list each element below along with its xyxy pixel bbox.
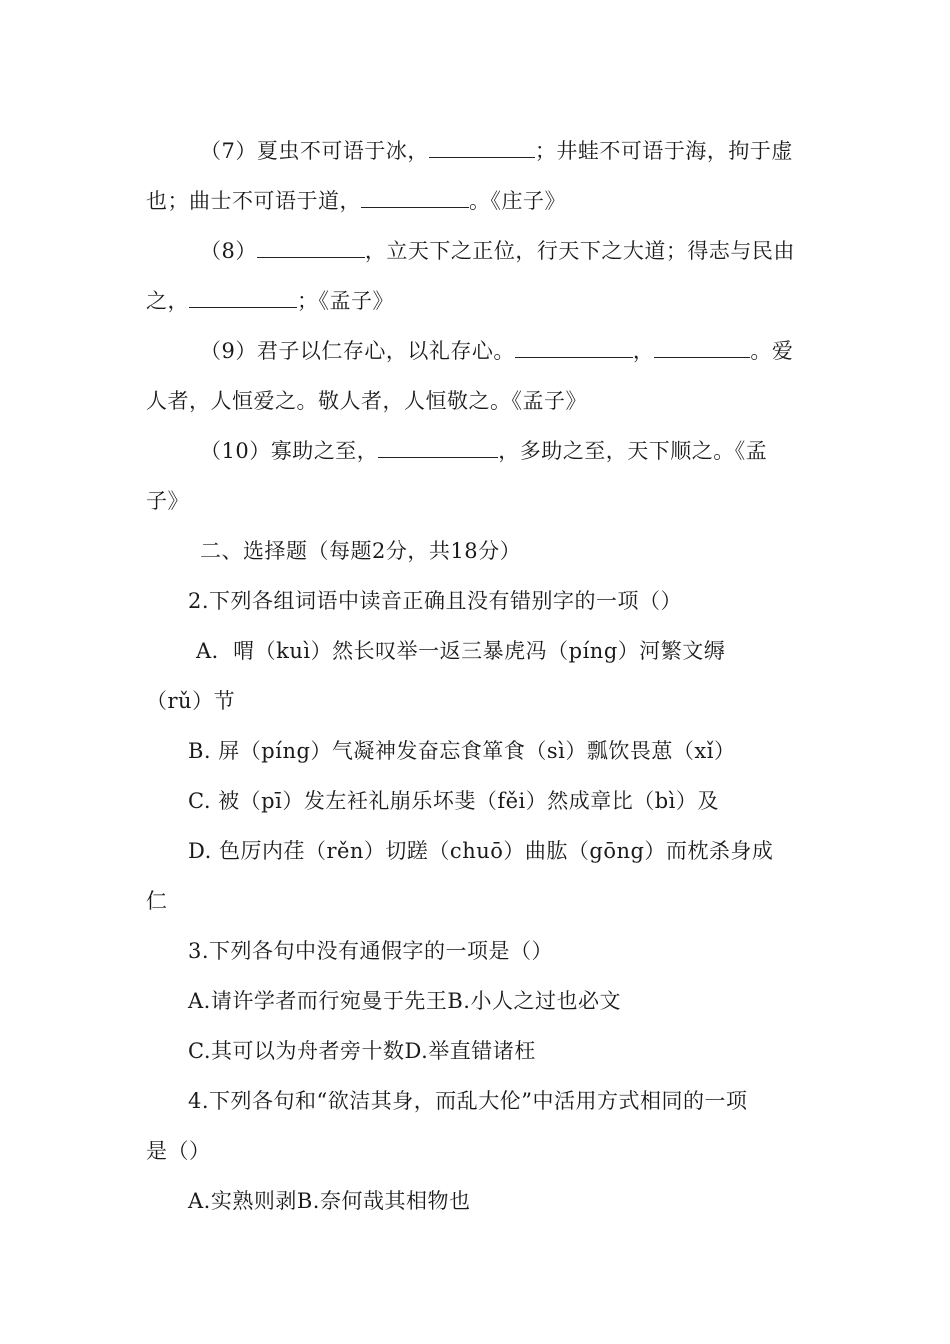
answer-blank[interactable] [378, 437, 498, 458]
q7-line-1 [200, 136, 793, 166]
question-3-options-ab: A.请许学者而行宛曼于先王B.小人之过也必文 [188, 989, 621, 1013]
q8-line-1 [200, 236, 795, 266]
question-3-stem: 3.下列各句中没有通假字的一项是（） [188, 939, 554, 963]
q10-text: ，多助之至，天下顺之。《孟 [498, 439, 768, 463]
q8-text: （8） [200, 239, 257, 263]
q9-text: 。爱 [750, 339, 794, 363]
q8-text: ，立天下之正位，行天下之大道；得志与民由 [364, 239, 795, 263]
q8-line-2 [146, 286, 394, 316]
question-4-options-ab: A.实熟则剥B.奈何哉其相物也 [188, 1189, 471, 1213]
question-2-option-d-cont: 仁 [146, 889, 168, 913]
q8-text: 之， [146, 289, 189, 313]
q9-line-1 [200, 336, 793, 366]
answer-blank[interactable] [189, 287, 297, 308]
question-2-option-d: D. 色厉内荏（rěn）切蹉（chuō）曲肱（gōng）而枕杀身成 [188, 839, 774, 863]
answer-blank[interactable] [257, 237, 365, 258]
question-2-option-c: C. 被（pī）发左衽礼崩乐坏斐（fěi）然成章比（bì）及 [188, 789, 719, 813]
q10-line-1 [200, 436, 767, 466]
q10-line-2: 子》 [146, 489, 189, 513]
question-4-stem-cont: 是（） [146, 1139, 211, 1163]
answer-blank[interactable] [654, 337, 750, 358]
q8-text: ；《孟子》 [297, 289, 394, 313]
question-2-option-b: B. 屏（píng）气凝神发奋忘食箪食（sì）瓢饮畏葸（xǐ） [188, 739, 736, 763]
question-2-option-a: A．喟（kuì）然长叹举一返三暴虎冯（píng）河繁文缛 [196, 639, 726, 663]
q9-text: （9）君子以仁存心，以礼存心。 [200, 339, 515, 363]
question-3-options-cd: C.其可以为舟者旁十数D.举直错诸枉 [188, 1039, 536, 1063]
q10-text: （10）寡助之至， [200, 439, 379, 463]
question-2-option-a-cont: （rǔ）节 [146, 689, 236, 713]
q7-text: 。《庄子》 [469, 189, 566, 213]
q7-text: 也；曲士不可语于道， [146, 189, 361, 213]
answer-blank[interactable] [515, 337, 633, 358]
answer-blank[interactable] [429, 137, 535, 158]
answer-blank[interactable] [361, 187, 469, 208]
q7-text: （7）夏虫不可语于冰， [200, 139, 429, 163]
q7-line-2 [146, 186, 566, 216]
q7-text: ；井蛙不可语于海，拘于虚 [534, 139, 793, 163]
section-heading: 二、选择题（每题2分，共18分） [200, 539, 522, 563]
q9-line-2: 人者，人恒爱之。敬人者，人恒敬之。《孟子》 [146, 389, 587, 413]
question-4-stem: 4.下列各句和“欲洁其身，而乱大伦”中活用方式相同的一项 [188, 1089, 748, 1113]
q9-text: ， [632, 339, 655, 363]
question-2-stem: 2.下列各组词语中读音正确且没有错别字的一项（） [188, 589, 683, 613]
